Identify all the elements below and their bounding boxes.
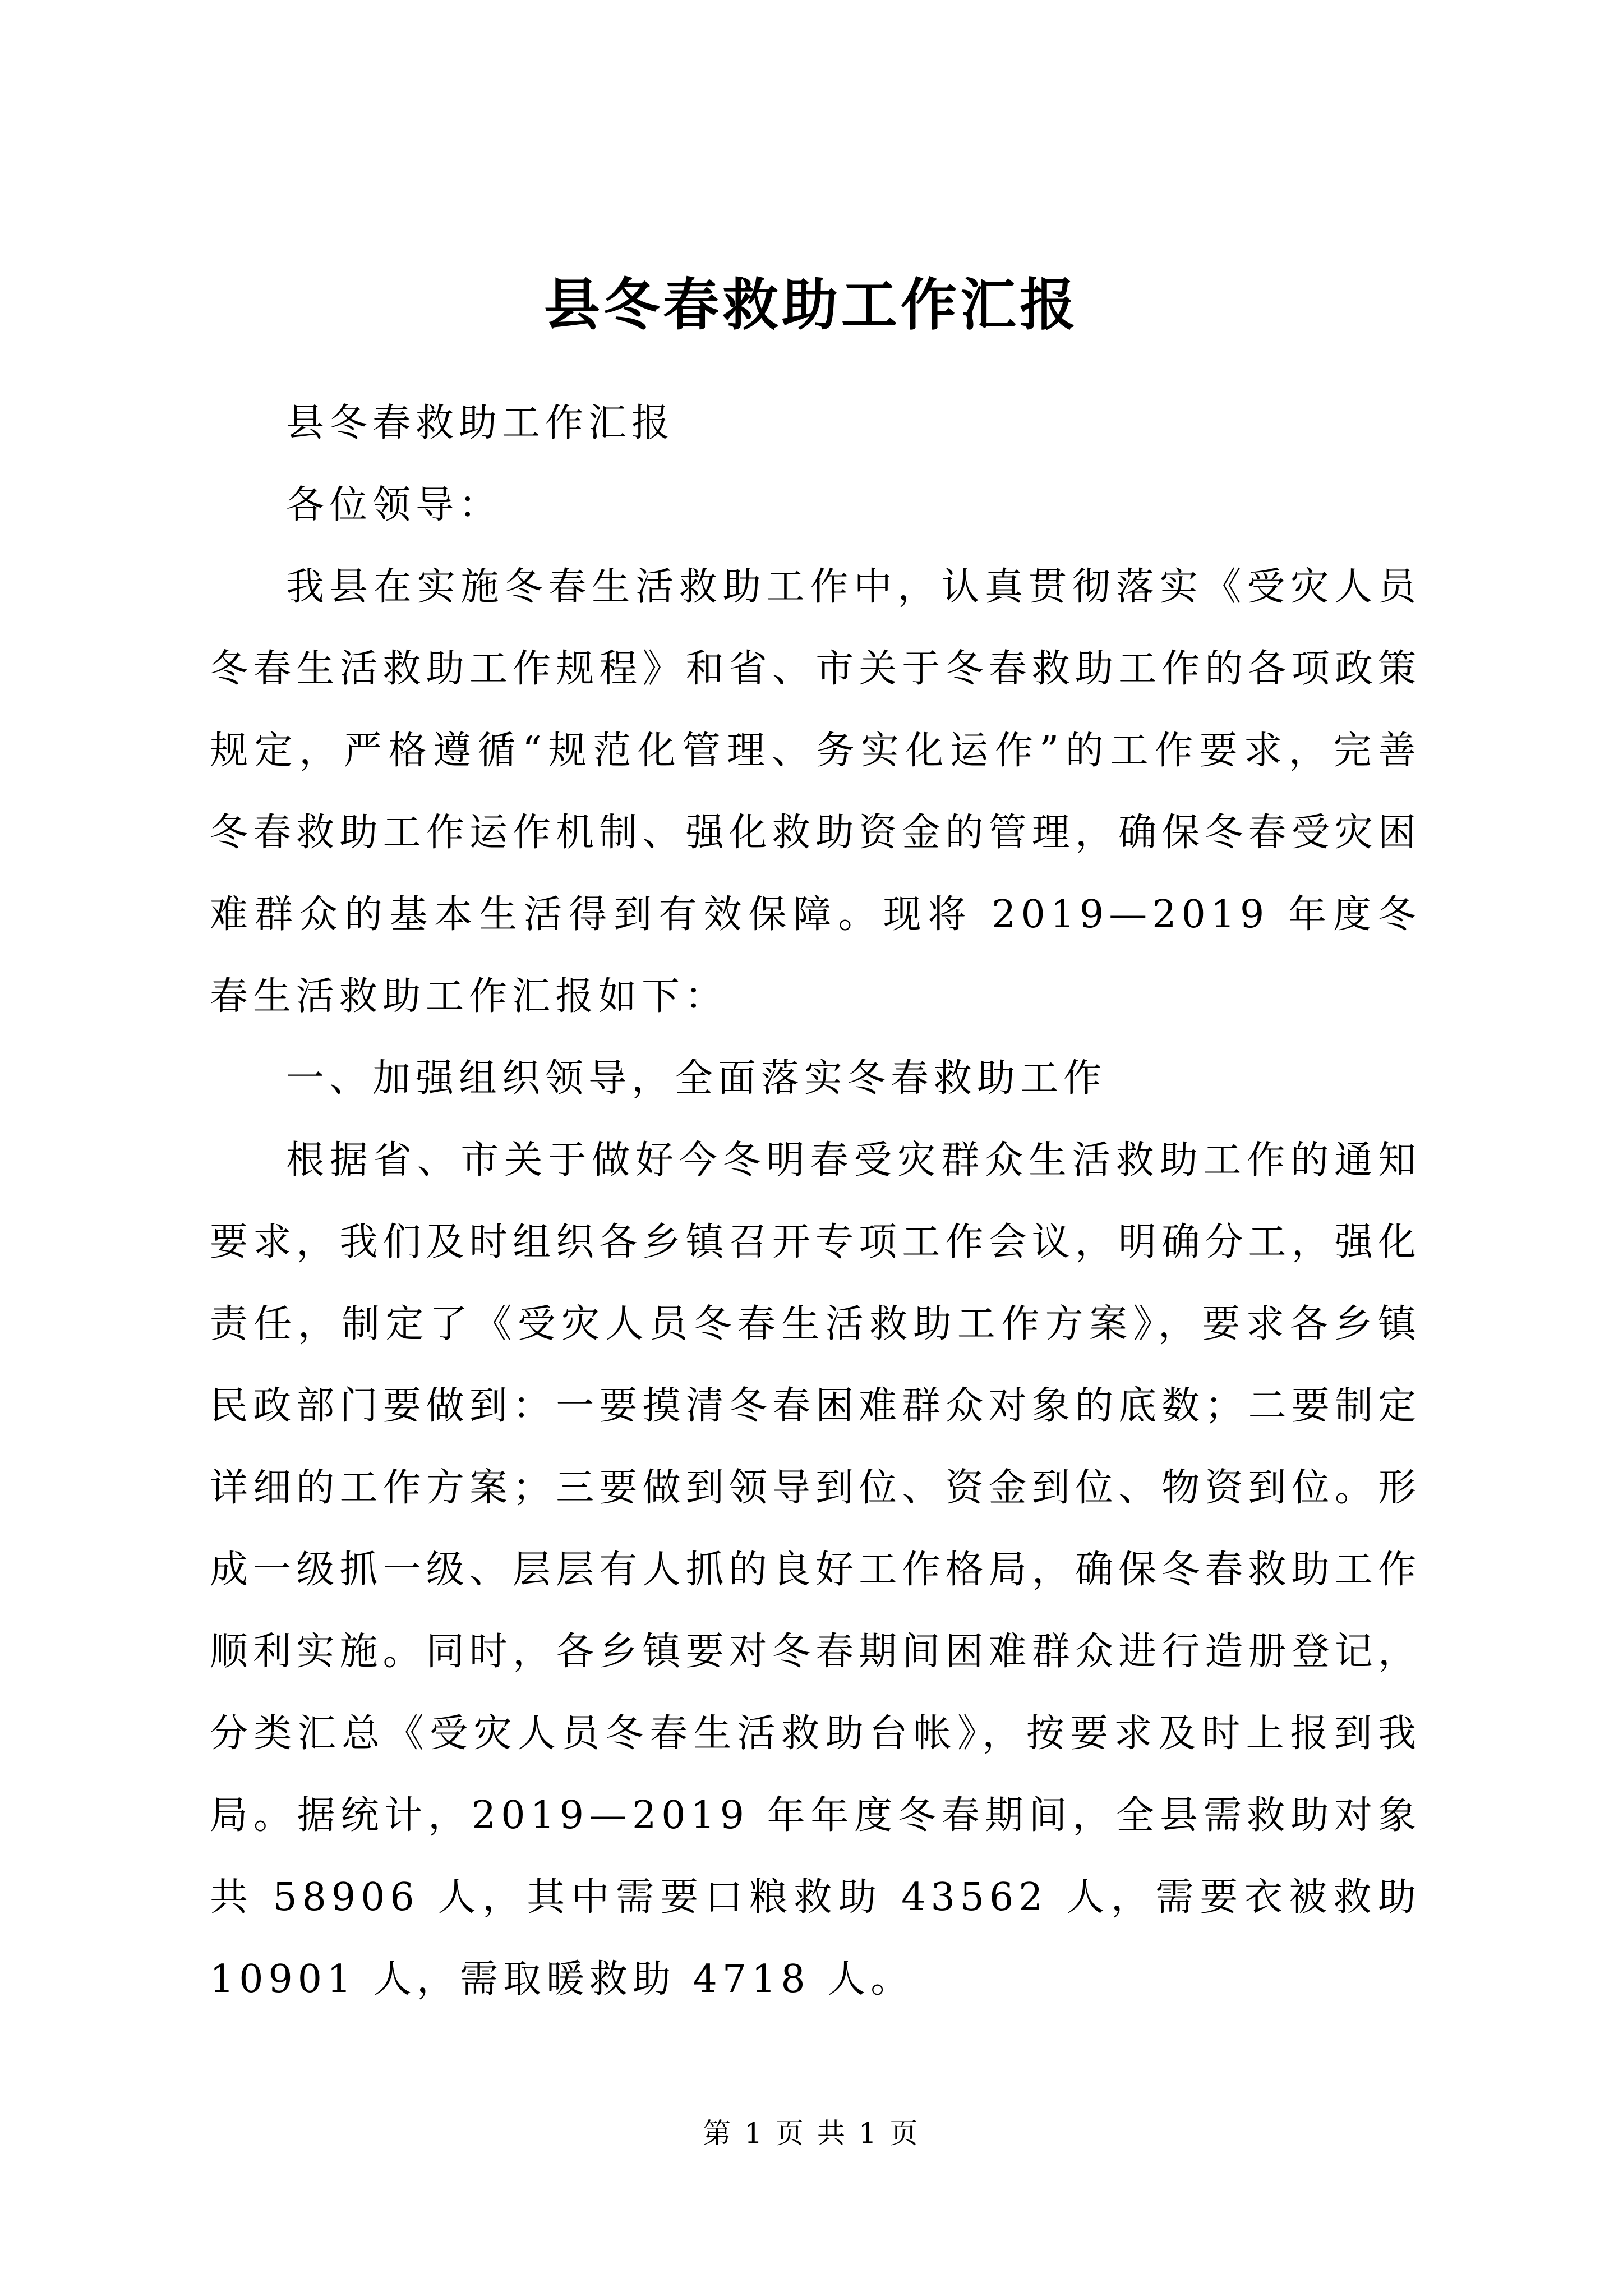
paragraph-subtitle: 县冬春救助工作汇报 [286,401,675,445]
paragraph-body-intro: 我县在实施冬春生活救助工作中，认真贯彻落实《受灾人员冬春生活救助工作规程》和省、市关于冬春救助工作的各项政策规定，严格遵循“规范化管理、务实化运作”的工作要求，完善冬春救助工作运作机制、强化救助资金的管理，确保冬春受灾困难群众的基本生活得到有效保障。现将 2019—2019 年度冬春生活救助工作汇报如下： [210,565,1421,1019]
document-body [210,383,1421,2021]
paragraph-body-section-1: 根据省、市关于做好今冬明春受灾群众生活救助工作的通知要求，我们及时组织各乡镇召开专项工作会议，明确分工，强化责任，制定了《受灾人员冬春生活救助工作方案》，要求各乡镇民政部门要做到：一要摸清冬春困难群众对象的底数；二要制定详细的工作方案；三要做到领导到位、资金到位、物资到位。形成一级抓一级、层层有人抓的良好工作格局，确保冬春救助工作顺利实施。同时，各乡镇要对冬春期间困难群众进行造册登记，分类汇总《受灾人员冬春生活救助台帐》，按要求及时上报到我局。据统计，2019—2019 年年度冬春期间，全县需救助对象共 58906 人，其中需要口粮救助 43562 人，需要衣被救助 10901 人，需取暖救助 4718 人。 [210,1138,1421,2001]
document-title: 县冬春救助工作汇报 [544,272,1079,338]
paragraph-salutation: 各位领导： [286,483,502,527]
page-number-footer: 第 1 页 共 1 页 [703,2117,920,2150]
section-heading-1: 一、加强组织领导，全面落实冬春救助工作 [286,1056,1107,1101]
